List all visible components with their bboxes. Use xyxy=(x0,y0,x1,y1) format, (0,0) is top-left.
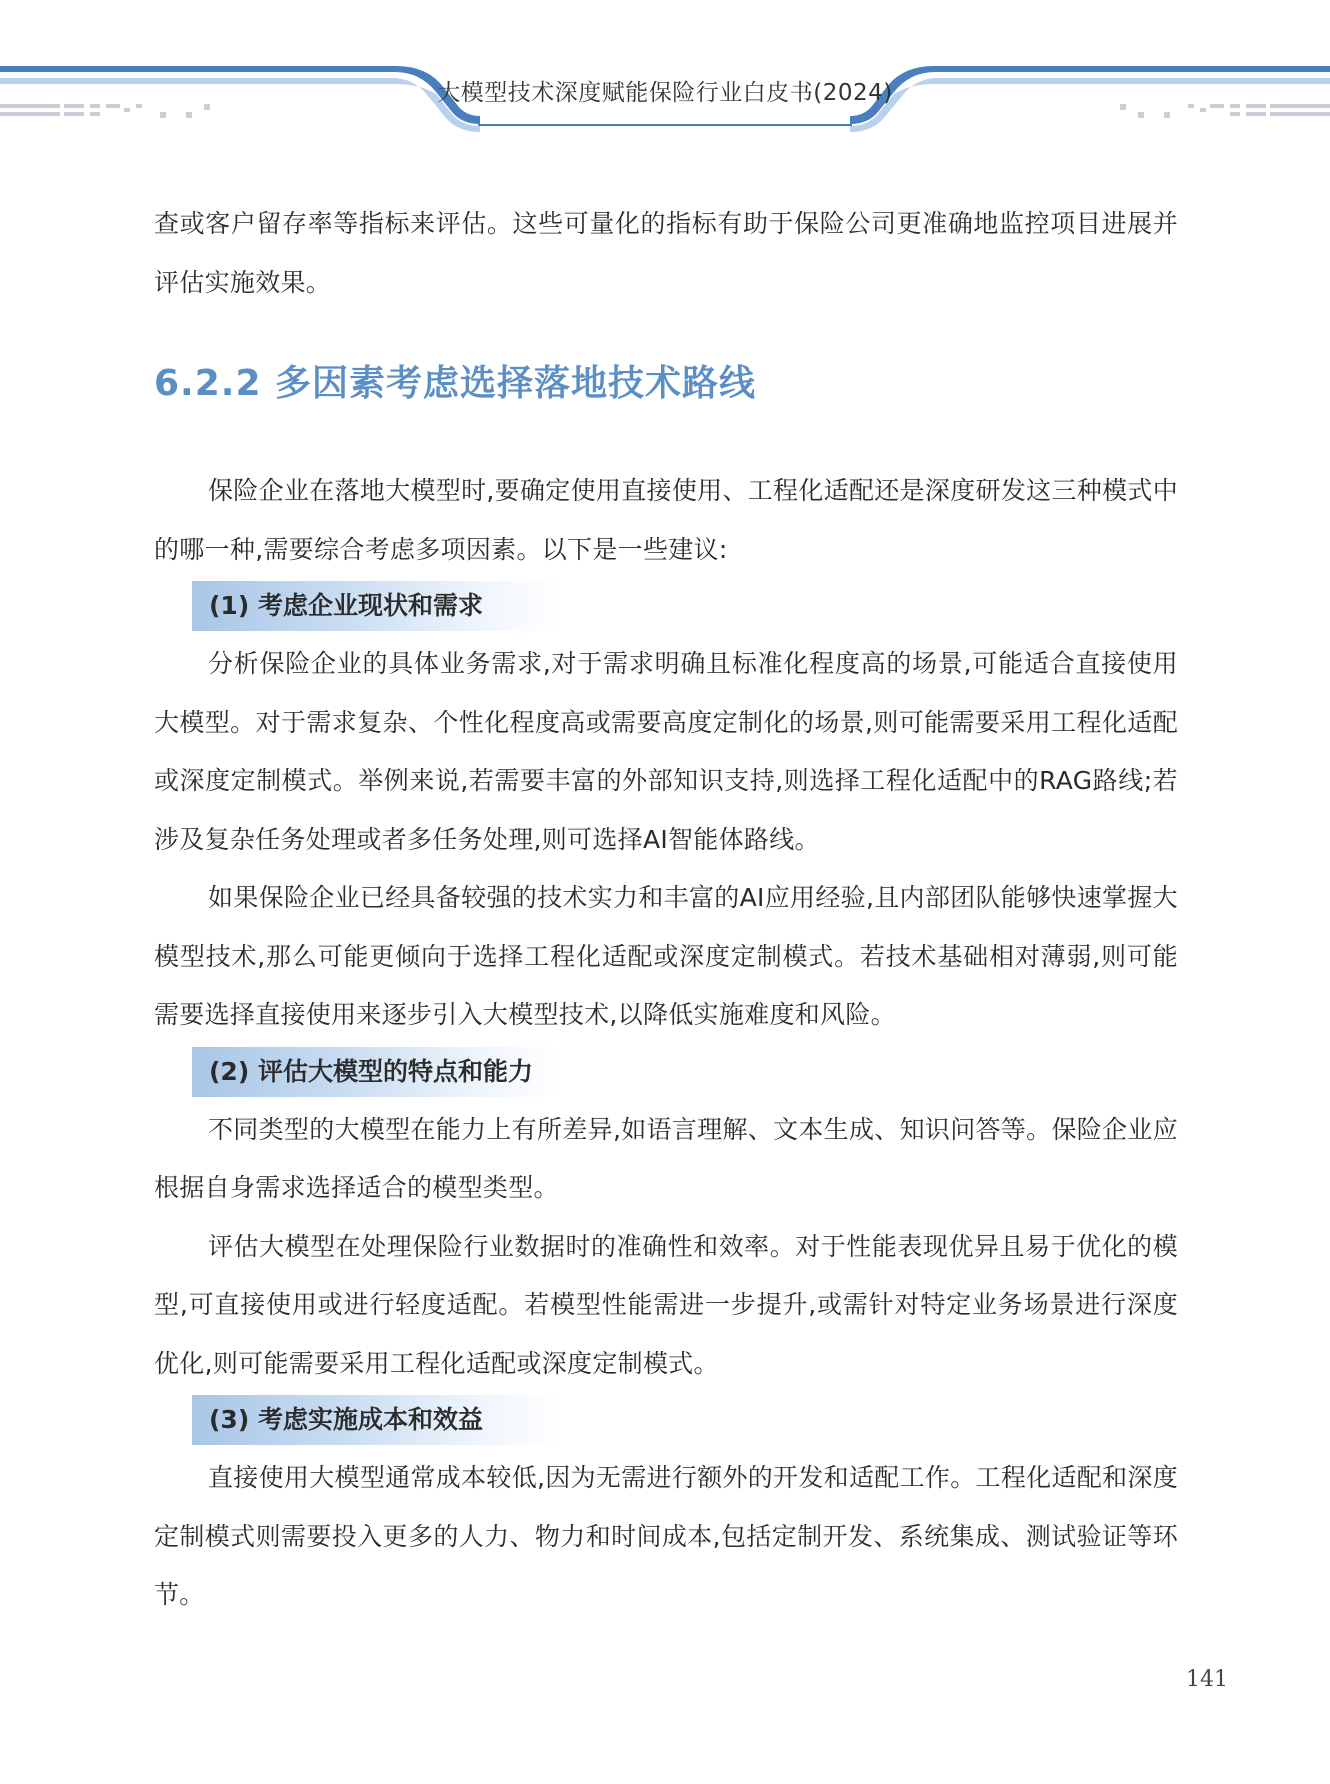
header-title: 大模型技术深度赋能保险行业白皮书(2024) xyxy=(437,80,893,106)
subheading-1: (1) 考虑企业现状和需求 xyxy=(192,581,562,631)
subheading-2: (2) 评估大模型的特点和能力 xyxy=(192,1047,562,1097)
paragraph-sub1-2: 如果保险企业已经具备较强的技术实力和丰富的AI应用经验,且内部团队能够快速掌握大模型技术,那么可能更倾向于选择工程化适配或深度定制模式。若技术基础相对薄弱,则可能需要选择直接使用来逐步引入大模型技术,以降低实施难度和风险。 xyxy=(154,883,1178,1029)
paragraph-intro: 查或客户留存率等指标来评估。这些可量化的指标有助于保险公司更准确地监控项目进展并评估实施效果。 xyxy=(154,209,1178,297)
paragraph-sub1-1: 分析保险企业的具体业务需求,对于需求明确且标准化程度高的场景,可能适合直接使用大模型。对于需求复杂、个性化程度高或需要高度定制化的场景,则可能需要采用工程化适配或深度定制模式。举例来说,若需要丰富的外部知识支持,则选择工程化适配中的RAG路线;若涉及复杂任务处理或者多任务处理,则可选择AI智能体路线。 xyxy=(154,649,1178,854)
page-content xyxy=(154,195,1178,1625)
header-banner xyxy=(0,0,1330,140)
paragraph-sub2-1: 不同类型的大模型在能力上有所差异,如语言理解、文本生成、知识问答等。保险企业应根据自身需求选择适合的模型类型。 xyxy=(154,1114,1178,1202)
paragraph-sub3-1: 直接使用大模型通常成本较低,因为无需进行额外的开发和适配工作。工程化适配和深度定制模式则需要投入更多的人力、物力和时间成本,包括定制开发、系统集成、测试验证等环节。 xyxy=(154,1463,1178,1609)
paragraph-sub2-2: 评估大模型在处理保险行业数据时的准确性和效率。对于性能表现优异且易于优化的模型,可直接使用或进行轻度适配。若模型性能需进一步提升,或需针对特定业务场景进行深度优化,则可能需要采用工程化适配或深度定制模式。 xyxy=(154,1231,1178,1378)
subheading-3: (3) 考虑实施成本和效益 xyxy=(192,1395,562,1445)
page-number: 141 xyxy=(1186,1667,1228,1692)
banner-bottom-line xyxy=(478,124,852,126)
paragraph-section-intro: 保险企业在落地大模型时,要确定使用直接使用、工程化适配还是深度研发这三种模式中的哪一种,需要综合考虑多项因素。以下是一些建议: xyxy=(154,476,1178,564)
section-title: 6.2.2 多因素考虑选择落地技术路线 xyxy=(154,363,757,404)
